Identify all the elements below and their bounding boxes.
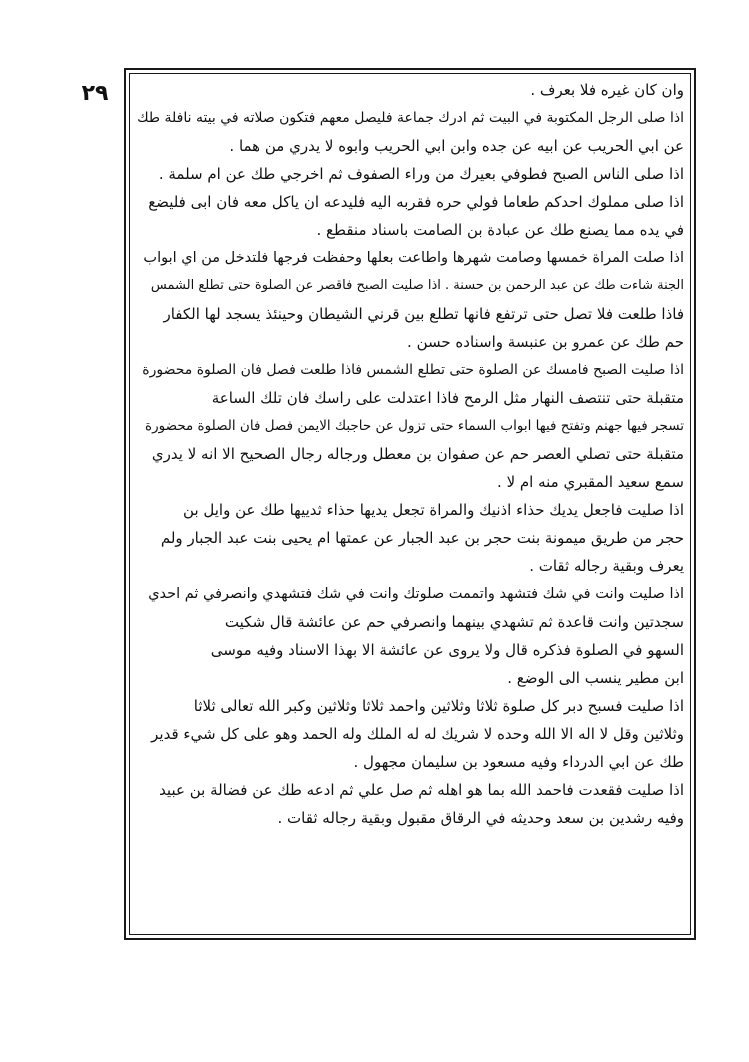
text-line: السهو في الصلوة فذكره قال ولا يروى عن عائشة الا بهذا الاسناد وفيه موسى [210,641,684,659]
text-line: اذا صلت المراة خمسها وصامت شهرها واطاعت بعلها وحفظت فرجها فلتدخل من اي ابواب [143,250,684,266]
page-frame [124,68,696,940]
text-line: اذا صلى الرجل المكتوبة في البيت ثم ادرك جماعة فليصل معهم فتكون صلاته في بيته نافلة طك [137,110,684,126]
text-line: سمع سعيد المقبري منه ام لا . [497,473,684,491]
text-line: طك عن ابي الدرداء وفيه مسعود بن سليمان مجهول . [353,753,684,771]
text-line: وثلاثين وقل لا اله الا الله وحده لا شريك له له الملك وله الحمد وهو على كل شيء قدير [151,725,684,743]
text-line: فاذا طلعت فلا تصل حتى ترتفع فانها تطلع بين قرني الشيطان وحينئذ يسجد لها الكفار [163,305,684,323]
text-line: متقبلة حتى تصلي العصر حم عن صفوان بن معطل ورجاله رجال الصحيح الا انه لا يدري [151,445,684,463]
text-line: تسجر فيها جهنم وتفتح فيها ابواب السماء حتى تزول عن حاجبك الايمن فصل فان الصلوة محضورة [145,418,684,434]
text-line: اذا صليت فاجعل يديك حذاء اذنيك والمراة تجعل يديها حذاء ثدييها طك عن وايل بن [183,501,684,519]
text-line: الجنة شاءت طك عن عبد الرحمن بن حسنة . اذا صليت الصبح فاقصر عن الصلوة حتى تطلع الشمس [150,278,684,293]
text-line: اذا صليت وانت في شك فتشهد واتممت صلوتك وانت في شك فتشهدي وانصرفي ثم احدي [148,586,684,602]
text-line: اذا صليت فقعدت فاحمد الله بما هو اهله ثم صل علي ثم ادعه طك عن فضالة بن عبيد [159,781,684,799]
text-line: اذا صليت الصبح فامسك عن الصلوة حتى تطلع الشمس فاذا طلعت فصل فان الصلوة محضورة [142,362,684,378]
text-line: اذا صليت فسبح دبر كل صلوة ثلاثا وثلاثين واحمد ثلاثا وثلاثين وكبر الله تعالى ثلاثا [193,697,684,715]
text-line: متقبلة حتى تنتصف النهار مثل الرمح فاذا اعتدلت على راسك فان تلك الساعة [211,389,684,407]
text-line: ابن مطير ينسب الى الوضع . [507,669,684,687]
text-line: في يده مما يصنع طك عن عبادة بن الصامت باسناد منقطع . [316,221,684,239]
text-line: وان كان غيره فلا بعرف . [530,81,684,99]
text-line: عن ابي الحريب عن ابيه عن جده وابن ابي الحريب وابوه لا يدري من هما . [229,137,684,155]
page-number: ٢٩ [81,81,109,106]
text-line: حم طك عن عمرو بن عنبسة واسناده حسن . [407,333,684,351]
text-block [136,76,684,832]
text-line: وفيه رشدين بن سعد وحديثه في الرقاق مقبول وبقية رجاله ثقات . [277,809,684,827]
text-line: اذا صلى مملوك احدكم طعاما فولي حره فقربه اليه فليدعه ان ياكل معه فان ابى فليضع [148,193,684,211]
text-line: يعرف وبقية رجاله ثقات . [529,557,684,575]
text-line: سجدتين وانت قاعدة ثم تشهدي بينهما وانصرفي حم عن عائشة قال شكيت [224,613,684,631]
text-line: حجر من طريق ميمونة بنت حجر بن عبد الجبار عن عمتها ام يحيى بنت عبد الجبار ولم [160,529,684,547]
text-line: اذا صلى الناس الصبح فطوفي بعيرك من وراء الصفوف ثم اخرجي طك عن ام سلمة . [158,165,684,183]
